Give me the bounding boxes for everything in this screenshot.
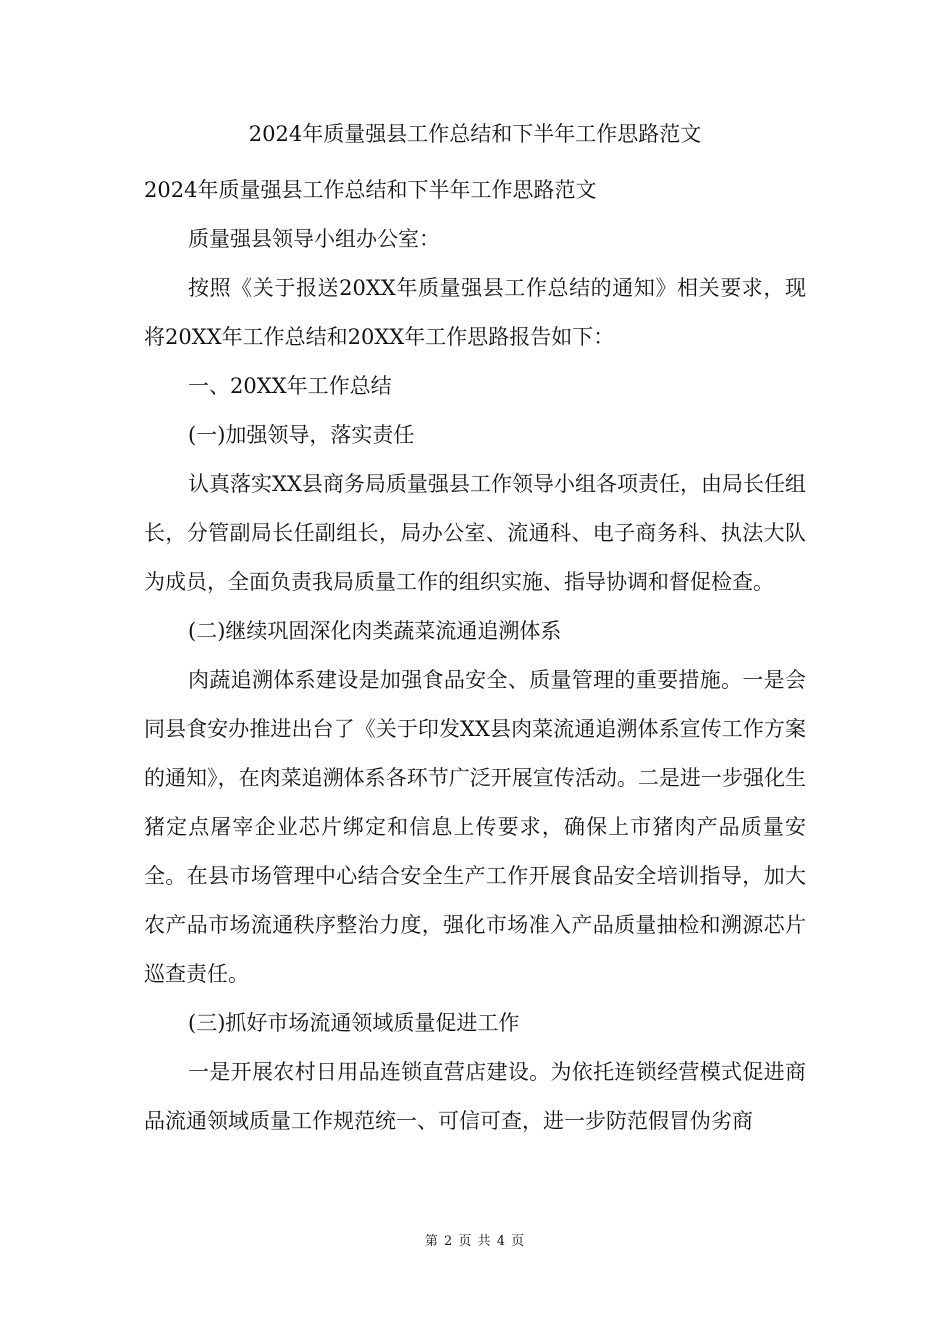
section-heading-1: 一、20XX年工作总结 bbox=[188, 374, 392, 398]
document-body bbox=[144, 166, 806, 1146]
document-title: 2024年质量强县工作总结和下半年工作思路范文 bbox=[248, 122, 702, 146]
body-paragraph-2: 肉蔬追溯体系建设是加强食品安全、质量管理的重要措施。一是会同县食安办推进出台了《关于印发XX县肉菜流通追溯体系宣传工作方案的通知》，在肉菜追溯体系各环节广泛开展宣传活动。二是进一步强化生猪定点屠宰企业芯片绑定和信息上传要求，确保上市猪肉产品质量安全。在县市场管理中心结合安全生产工作开展食品安全培训指导，加大农产品市场流通秩序整治力度，强化市场准入产品质量抽检和溯源芯片巡查责任。 bbox=[144, 668, 806, 986]
addressee-paragraph: 质量强县领导小组办公室： bbox=[188, 227, 440, 251]
subtitle-paragraph: 2024年质量强县工作总结和下半年工作思路范文 bbox=[144, 178, 597, 202]
body-paragraph-3: 一是开展农村日用品连锁直营店建设。为依托连锁经营模式促进商品流通领域质量工作规范统一、可信可查，进一步防范假冒伪劣商 bbox=[144, 1060, 806, 1133]
intro-paragraph: 按照《关于报送20XX年质量强县工作总结的通知》相关要求，现将20XX年工作总结和20XX年工作思路报告如下： bbox=[144, 276, 806, 349]
body-paragraph-1: 认真落实XX县商务局质量强县工作领导小组各项责任，由局长任组长，分管副局长任副组长，局办公室、流通科、电子商务科、执法大队为成员，全面负责我局质量工作的组织实施、指导协调和督促检查。 bbox=[144, 472, 806, 594]
subsection-heading-2: (二)继续巩固深化肉类蔬菜流通追溯体系 bbox=[188, 619, 562, 643]
subsection-heading-3: (三)抓好市场流通领域质量促进工作 bbox=[188, 1011, 520, 1035]
subsection-heading-1: (一)加强领导，落实责任 bbox=[188, 423, 415, 447]
page-number-footer: 第 2 页 共 4 页 bbox=[424, 1234, 526, 1249]
